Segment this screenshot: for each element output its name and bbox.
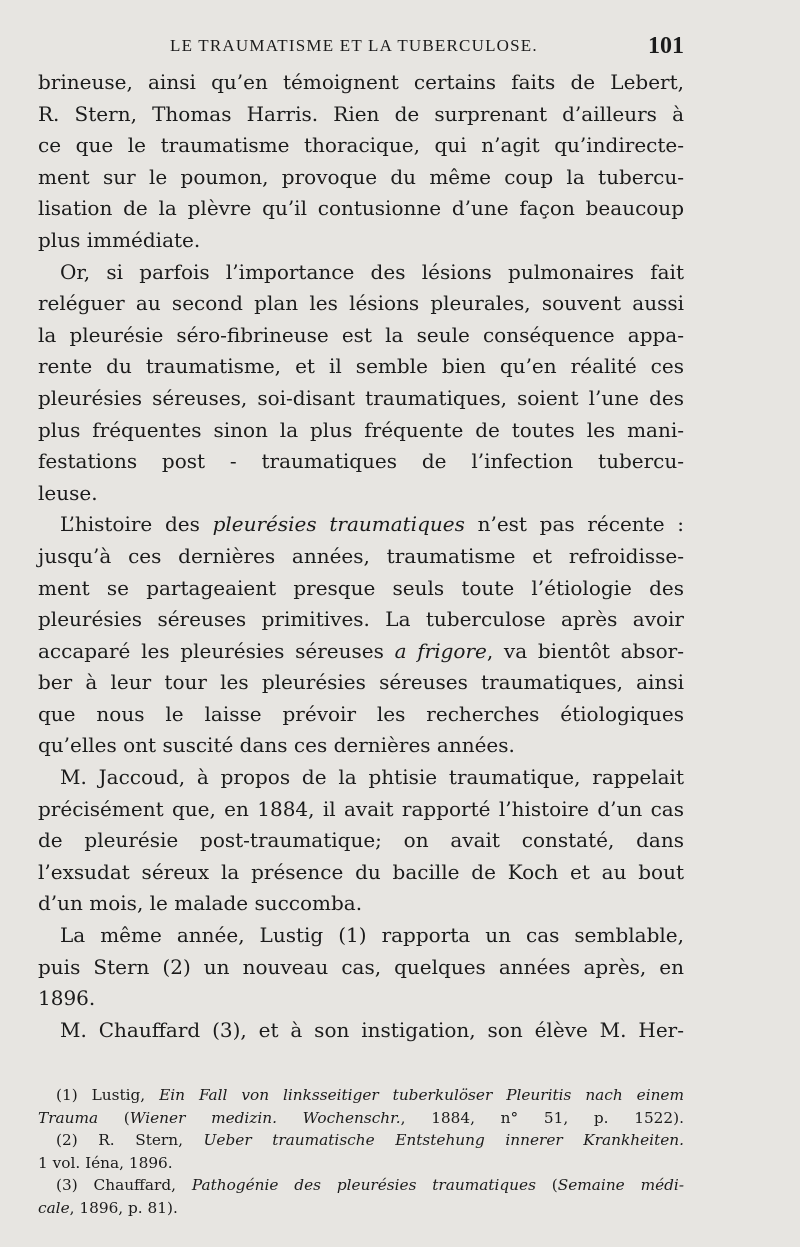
text-line bbox=[38, 636, 684, 668]
body-text bbox=[38, 67, 684, 1046]
text-line: leuse. bbox=[38, 480, 98, 505]
text-line: ment sur le poumon, provoque du même coup la tubercu- bbox=[38, 164, 684, 189]
text-line: Or, si parfois l’importance des lésions pulmonaires fait bbox=[60, 259, 684, 284]
text-line: M. Jaccoud, à propos de la phtisie traumatique, rappelait bbox=[60, 765, 684, 790]
text-line: que nous le laisse prévoir les recherches étiologiques bbox=[38, 701, 684, 726]
footnote-line bbox=[38, 1174, 684, 1197]
text-line: de pleurésie post-traumatique; on avait constaté, dans bbox=[38, 828, 684, 853]
italic-run: Ein Fall von linksseitiger tuberkulöser Pleuritis nach einem bbox=[159, 1086, 684, 1104]
text-line: plus fréquentes sinon la plus fréquente de toutes les mani- bbox=[38, 417, 684, 442]
italic-run: Ueber traumatische Entstehung innerer Krankheiten. bbox=[203, 1131, 684, 1149]
text-line: plus immédiate. bbox=[38, 227, 201, 252]
text-run: , va bientôt absor- bbox=[486, 638, 684, 663]
page-number: 101 bbox=[648, 32, 684, 59]
text-line: ce que le traumatisme thoracique, qui n’agit qu’indirecte- bbox=[38, 133, 684, 158]
text-line: pleurésies séreuses, soi-disant traumatiques, soient l’une des bbox=[38, 385, 684, 410]
text-run: L’histoire des bbox=[60, 512, 213, 537]
text-line: brineuse, ainsi qu’en témoignent certains faits de Lebert, bbox=[38, 70, 684, 94]
text-line: ment se partageaient presque seuls toute l’étiologie des bbox=[38, 575, 684, 600]
footnote-line bbox=[38, 1084, 684, 1107]
text-line: précisément que, en 1884, il avait rapporté l’histoire d’un cas bbox=[38, 796, 684, 821]
text-run: (3) Chauffard, bbox=[56, 1176, 192, 1194]
text-line: M. Chauffard (3), et à son instigation, son élève M. Her- bbox=[60, 1017, 684, 1042]
italic-run: Wiener medizin. Wochenschr. bbox=[129, 1108, 401, 1127]
text-line: qu’elles ont suscité dans ces dernières années. bbox=[38, 733, 515, 758]
text-run: , 1884, n° 51, p. 1522). bbox=[400, 1108, 684, 1127]
italic-run: Semaine médi- bbox=[557, 1176, 684, 1194]
text-line: 1896. bbox=[38, 986, 96, 1011]
text-line bbox=[38, 509, 684, 541]
footnotes bbox=[38, 1084, 684, 1219]
italic-run: cale bbox=[38, 1198, 70, 1217]
text-line: jusqu’à ces dernières années, traumatisme et refroidisse- bbox=[38, 543, 684, 568]
text-line: la pleurésie séro-fibrineuse est la seule conséquence appa- bbox=[38, 322, 684, 347]
text-line: festations post - traumatiques de l’infection tubercu- bbox=[38, 449, 684, 474]
text-run: n’est pas récente : bbox=[464, 512, 684, 537]
text-run: (2) R. Stern, bbox=[56, 1131, 204, 1149]
text-line: l’exsudat séreux la présence du bacille de Koch et au bout bbox=[38, 859, 684, 884]
text-run: ( bbox=[535, 1176, 558, 1194]
footnote-line bbox=[38, 1107, 684, 1130]
text-line: R. Stern, Thomas Harris. Rien de surprenant d’ailleurs à bbox=[38, 101, 684, 126]
page-header bbox=[38, 30, 684, 62]
text-line: rente du traumatisme, et il semble bien qu’en réalité ces bbox=[38, 354, 684, 379]
text-line: lisation de la plèvre qu’il contusionne d’une façon beaucoup bbox=[38, 196, 684, 221]
text-line: reléguer au second plan les lésions pleurales, souvent aussi bbox=[38, 291, 684, 316]
text-run: 1 vol. Iéna, 1896. bbox=[38, 1153, 173, 1172]
footnote-line bbox=[38, 1197, 684, 1220]
italic-run: Trauma bbox=[38, 1108, 99, 1127]
text-line: d’un mois, le malade succomba. bbox=[38, 891, 363, 916]
text-line: La même année, Lustig (1) rapporta un cas semblable, bbox=[60, 923, 684, 948]
text-line: pleurésies séreuses primitives. La tuberculose après avoir bbox=[38, 607, 684, 632]
italic-run: Pathogénie des pleurésies traumatiques bbox=[191, 1176, 536, 1194]
text-run: accaparé les pleurésies séreuses bbox=[38, 638, 395, 663]
footnote-line bbox=[38, 1152, 684, 1175]
text-line: puis Stern (2) un nouveau cas, quelques années après, en bbox=[38, 954, 684, 979]
footnote-line bbox=[38, 1129, 684, 1152]
text-run: (1) Lustig, bbox=[56, 1086, 160, 1104]
running-title: LE TRAUMATISME ET LA TUBERCULOSE. bbox=[170, 36, 538, 55]
text-run: , 1896, p. 81). bbox=[69, 1198, 178, 1217]
italic-run: a frigore bbox=[394, 638, 487, 663]
text-run: ( bbox=[98, 1108, 130, 1127]
text-line: ber à leur tour les pleurésies séreuses traumatiques, ainsi bbox=[38, 670, 684, 695]
italic-run: pleurésies traumatiques bbox=[212, 512, 465, 537]
